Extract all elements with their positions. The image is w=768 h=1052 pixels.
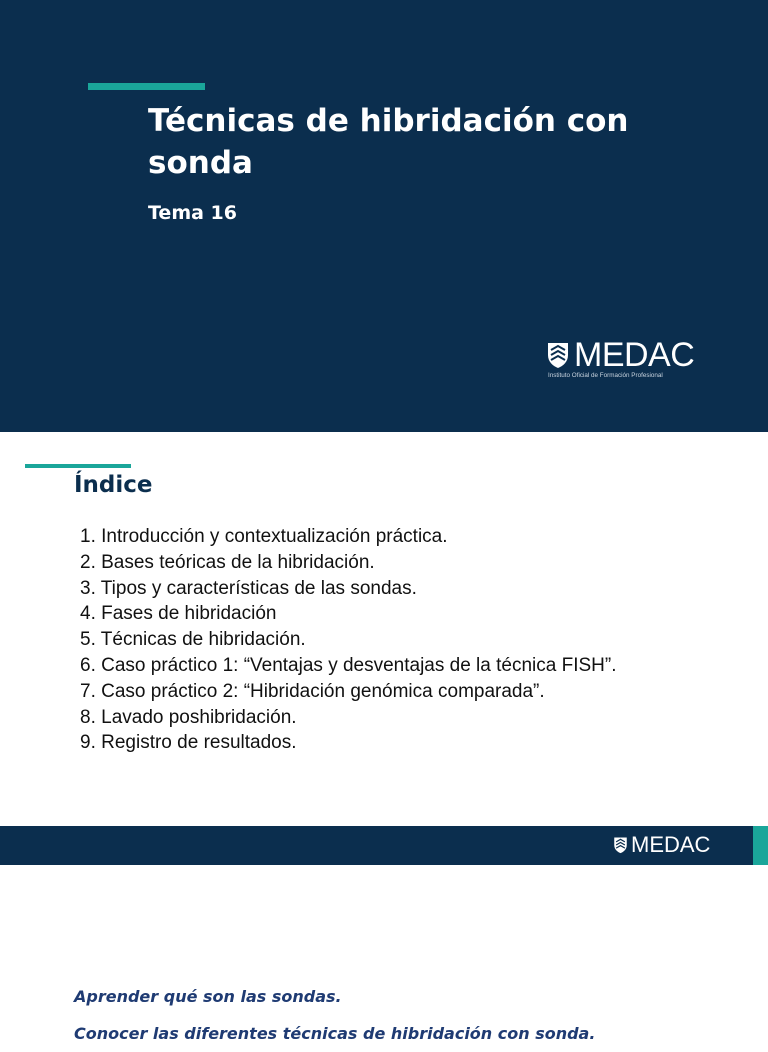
shield-icon <box>613 836 628 854</box>
objective-item: Aprender qué son las sondas. <box>74 987 342 1006</box>
logo-tagline: Instituto Oficial de Formación Profesional <box>548 372 663 379</box>
index-title: Índice <box>74 472 153 498</box>
footer-logo <box>613 834 723 858</box>
cover-subtitle: Tema 16 <box>148 202 237 224</box>
index-item: 3. Tipos y características de las sondas. <box>80 577 417 599</box>
cover-title: Técnicas de hibridación con sonda <box>148 103 629 181</box>
index-item: 5. Técnicas de hibridación. <box>80 629 306 651</box>
objectives-list <box>74 978 754 1052</box>
medac-logo <box>546 338 716 384</box>
cover-section <box>0 0 768 432</box>
index-item: 7. Caso práctico 2: “Hibridación genómica comparada”. <box>80 680 545 702</box>
index-item: 6. Caso práctico 1: “Ventajas y desventajas de la técnica FISH”. <box>80 654 617 676</box>
index-item: 9. Registro de resultados. <box>80 732 297 754</box>
index-list <box>80 524 682 756</box>
cover-accent-bar <box>88 83 205 90</box>
footer-accent-tab <box>753 826 768 865</box>
shield-icon <box>546 341 570 369</box>
index-item: 8. Lavado poshibridación. <box>80 706 297 728</box>
index-item: 2. Bases teóricas de la hibridación. <box>80 551 375 573</box>
index-item: 4. Fases de hibridación <box>80 603 277 625</box>
logo-wordmark: MEDAC <box>574 336 695 374</box>
footer-logo-wordmark: MEDAC <box>631 832 711 857</box>
index-item: 1. Introducción y contextualización práctica. <box>80 526 448 547</box>
objective-item: Conocer las diferentes técnicas de hibridación con sonda. <box>74 1024 596 1043</box>
index-accent-bar <box>25 464 131 468</box>
